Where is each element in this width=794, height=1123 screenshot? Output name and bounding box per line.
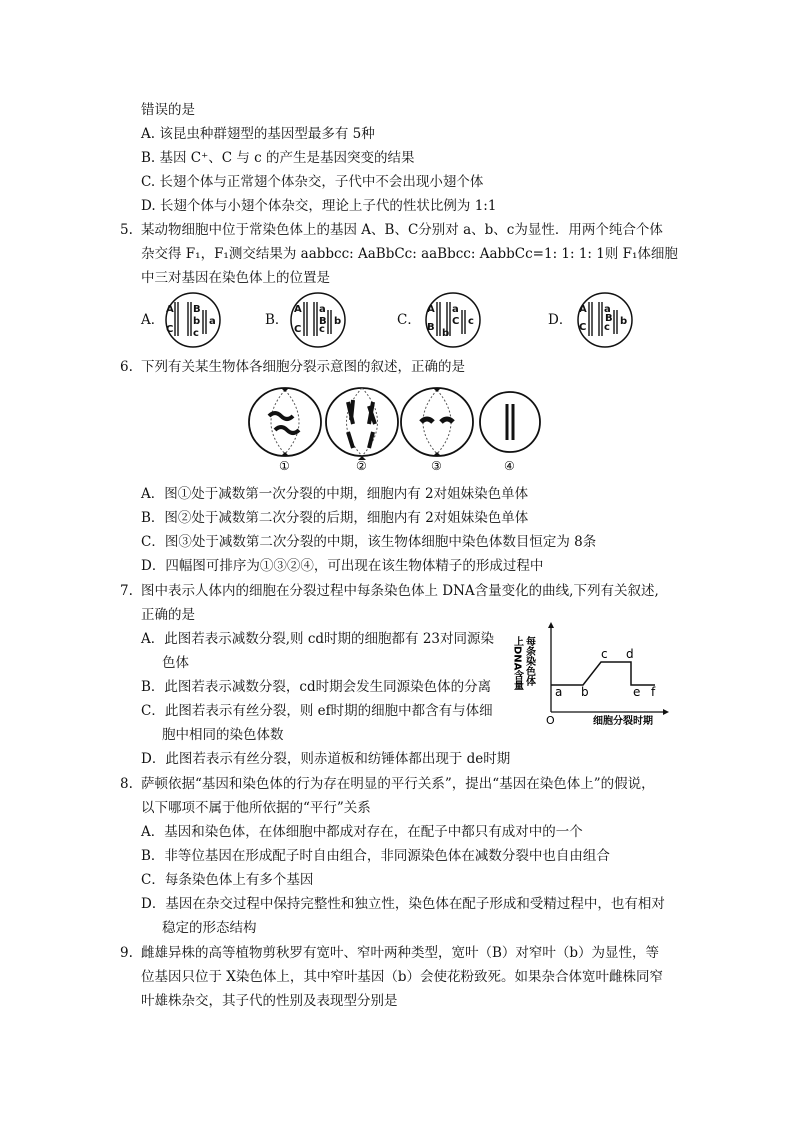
q5-d-gene-5: B [605,313,613,324]
q7-option-a-cont: 色体 [162,655,189,671]
q9-number: 9. [120,945,133,961]
q4-stem-tail: 错误的是 [141,102,195,118]
q5-number: 5. [120,222,133,238]
q5-b-gene-4: c [319,324,325,335]
q6-figure [245,382,545,474]
q7-chart-point-d: d [626,647,634,661]
q4-option-c: C. 长翅个体与正常翅个体杂交，子代中不会出现小翅个体 [141,174,484,190]
q6-stem: 下列有关某生物体各细胞分裂示意图的叙述，正确的是 [141,359,465,375]
q4-option-a: A. 该昆虫种群翅型的基因型最多有 5种 [141,126,375,142]
q5-cell-d [572,290,642,350]
q7-option-d: D．此图若表示有丝分裂，则赤道板和纺锤体都出现于 de时期 [141,751,511,767]
q5-c-gene-5: b [442,328,450,339]
q6-number: 6. [120,359,133,375]
q7-chart-xlabel: 细胞分裂时期 [593,716,653,727]
q5-option-b-label: B． [265,312,289,328]
q5-b-gene-5: B [319,316,327,327]
q6-cell-3 [401,388,473,456]
q5-stem-line1: 某动物细胞中位于常染色体上的基因 A、B、C分别对 a、b、c为显性．用两个纯合个体 [141,222,663,238]
q5-d-gene-1: A [579,304,587,315]
q5-d-gene-6: b [620,316,628,327]
q5-c-gene-3: B [427,322,435,333]
q8-option-a: A．基因和染色体，在体细胞中都成对存在，在配子中都只有成对中的一个 [141,824,583,840]
q7-chart-ylabel-1: 每条染色体 [523,636,535,686]
q7-option-b: B．此图若表示减数分裂，cd时期会发生同源染色体的分离 [141,679,492,695]
q7-option-a: A．此图若表示减数分裂,则 cd时期的细胞都有 23对同源染 [141,631,495,647]
q5-option-d-label: D． [548,312,573,328]
q6-cell-1 [249,388,321,456]
q6-fig-label-1: ① [279,459,290,473]
q8-option-c: C．每条染色体上有多个基因 [141,872,314,888]
q6-fig-label-3: ③ [431,459,442,473]
q5-cell-a [160,290,230,350]
q5-cell-b [285,290,355,350]
q5-stem-line3: 中三对基因在染色体上的位置是 [141,270,330,286]
q7-option-c: C．此图若表示有丝分裂，则 ef时期的细胞中都含有与体细 [141,703,493,719]
q7-chart-point-c: c [601,647,608,661]
q8-option-b: B．非等位基因在形成配子时自由组合，非同源染色体在减数分裂中也自由组合 [141,848,610,864]
q6-option-b: B．图②处于减数第二次分裂的后期，细胞内有 2对姐妹染色单体 [141,510,529,526]
q8-stem-line2: 以下哪项不属于他所依据的“平行”关系 [141,800,371,816]
q5-d-gene-3: C [579,322,587,333]
q4-option-b: B. 基因 C⁺、C 与 c 的产生是基因突变的结果 [141,150,415,166]
q5-a-gene-5: c [193,328,199,339]
q8-option-d-cont: 稳定的形态结构 [162,920,257,936]
q7-chart-point-f: f [651,685,656,699]
q5-d-gene-2: a [604,304,611,315]
q5-c-gene-4: C [452,316,460,327]
q6-fig-label-4: ④ [504,459,515,473]
q9-stem-line1: 雌雄异株的高等植物剪秋罗有宽叶、窄叶两种类型，宽叶（B）对窄叶（b）为显性，等 [141,945,660,961]
q5-b-gene-1: A [294,304,302,315]
q7-chart-ylabel-2: 上DNA含量 [511,636,523,691]
q7-chart-curve [551,662,655,685]
q7-stem-line2: 正确的是 [141,607,195,623]
q5-b-gene-2: C [294,324,302,335]
q7-number: 7. [120,583,133,599]
q5-d-gene-4: c [604,322,610,333]
q8-option-d: D．基因在杂交过程中保持完整性和独立性，染色体在配子形成和受精过程中，也有相对 [141,896,665,912]
q5-c-gene-1: A [427,304,435,315]
q6-option-d: D．四幅图可排序为①③②④，可出现在该生物体精子的形成过程中 [141,558,544,574]
q8-number: 8. [120,776,133,792]
q6-fig-label-2: ② [356,459,367,473]
q5-c-gene-6: c [468,316,474,327]
q7-chart-point-a: a [555,685,563,699]
q5-cell-c [420,290,490,350]
q9-stem-line2: 位基因只位于 X染色体上，其中窄叶基因（b）会使花粉致死。如果杂合体宽叶雌株同窄 [141,969,664,985]
q5-b-gene-3: a [319,304,326,315]
q6-cell-4 [480,392,540,452]
q6-option-a: A．图①处于减数第一次分裂的中期，细胞内有 2对姐妹染色单体 [141,486,529,502]
q7-chart-point-e: e [633,685,641,699]
q5-a-gene-4: C [166,324,174,335]
q5-a-gene-1: A [166,304,174,315]
q7-stem-line1: 图中表示人体内的细胞在分裂过程中每条染色体上 DNA含量变化的曲线,下列有关叙述, [141,583,659,599]
q5-option-a-label: A． [141,312,165,328]
q5-stem-line2: 杂交得 F₁，F₁测交结果为 aabbcc: AaBbCc: aaBbcc: AabbCc=1: 1: 1: 1则 F₁体细胞 [141,246,678,262]
q5-option-c-label: C． [397,312,421,328]
q7-chart [511,618,675,730]
q7-option-c-cont: 胞中相同的染色体数 [162,727,284,743]
q4-option-d: D. 长翅个体与小翅个体杂交，理论上子代的性状比例为 1:1 [141,198,497,214]
q5-c-gene-2: a [452,304,459,315]
q5-a-gene-2: B [193,304,201,315]
q5-b-gene-6: b [334,316,342,327]
q5-a-gene-6: a [209,316,216,327]
q9-stem-line3: 叶雄株杂交，其子代的性别及表现型分别是 [141,993,398,1009]
q7-chart-origin: O [546,714,555,727]
q7-chart-point-b: b [581,685,589,699]
q5-a-gene-3: b [193,316,201,327]
q8-stem-line1: 萨顿依据“基因和染色体的行为存在明显的平行关系”，提出“基因在染色体上”的假说， [141,776,655,792]
q6-option-c: C．图③处于减数第二次分裂的中期，该生物体细胞中染色体数目恒定为 8条 [141,534,597,550]
q6-cell-2 [326,388,398,460]
